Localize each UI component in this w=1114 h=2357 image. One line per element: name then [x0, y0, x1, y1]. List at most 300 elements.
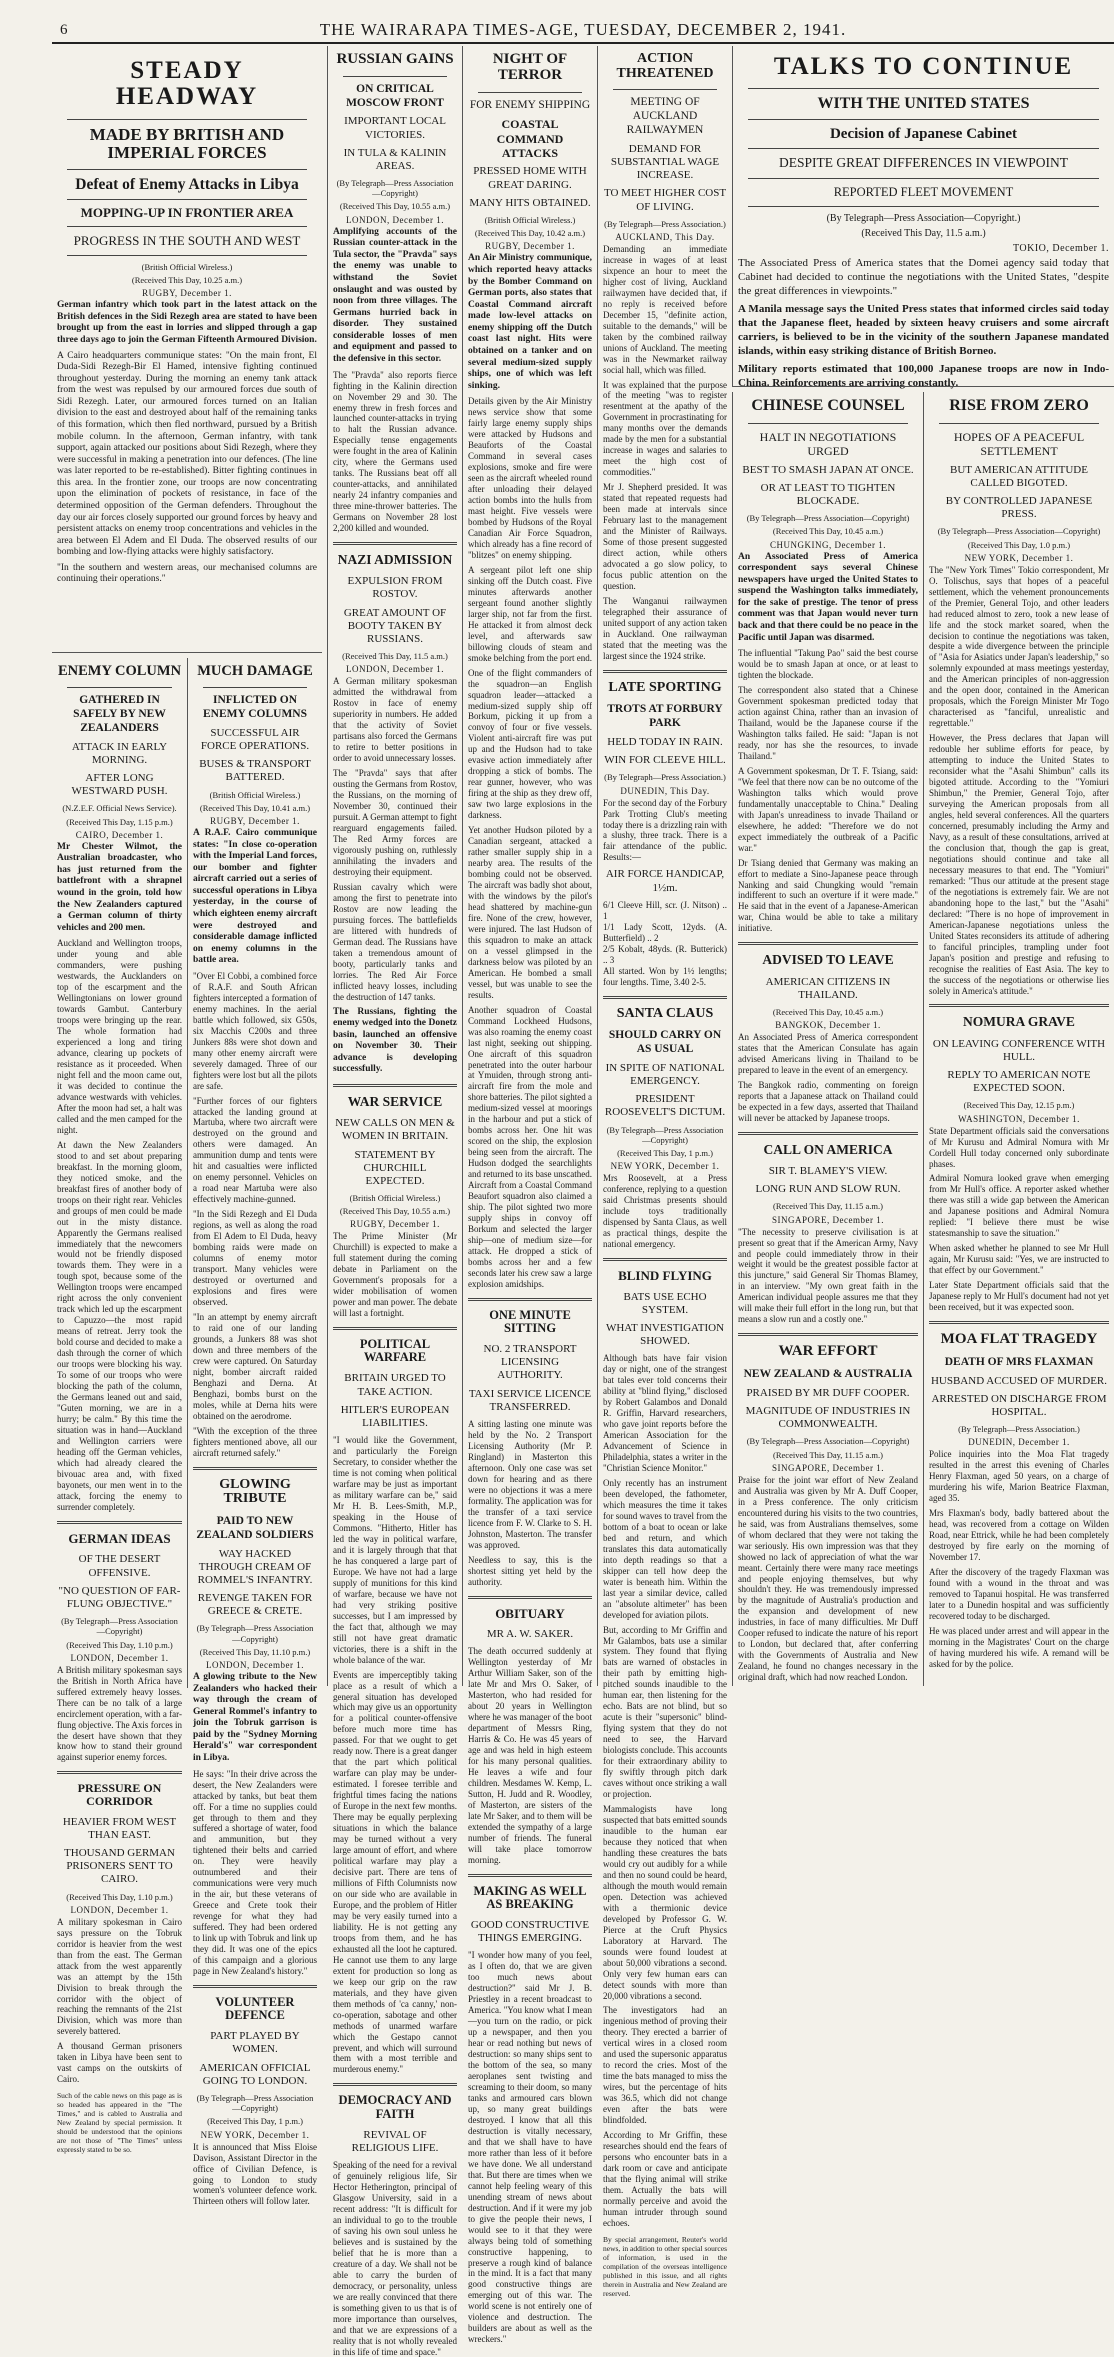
received-line: (Received This Day, 10.41 a.m.)	[199, 802, 311, 813]
headline: ADVISED TO LEAVE	[762, 952, 894, 968]
article-paragraph: For the second day of the Forbury Park Trotting Club's meeting today there is a drizzling rain with a slushy, three track. There is a fair attendance of the public. Results:—	[603, 797, 727, 863]
article-paragraph: "In the southern and western areas, our mechanised columns are continuing their operations."	[57, 562, 317, 585]
dateline: TOKIO, December 1.	[1012, 242, 1109, 254]
received-line: (Received This Day, 10.45 a.m.)	[772, 526, 884, 537]
article-paragraph: Mr J. Shepherd presided. It was stated that repeated requests had been made at intervals since February last to the management and the Minister of Railways. Some of those present suggested direct action, while others advocated a go slow policy, to focus public attention on the question.	[603, 482, 727, 591]
subheadline: PROGRESS IN THE SOUTH AND WEST	[73, 233, 301, 249]
headline: TALKS TO CONTINUE	[773, 53, 1074, 80]
subheadline: MADE BY BRITISH AND IMPERIAL FORCES	[89, 124, 285, 163]
headline: ONE MINUTE SITTING	[489, 1307, 571, 1335]
article-paragraph: Details given by the Air Ministry news service show that some fairly large enemy supply ships were attacked by Hudsons and Beauforts of the Coastal Command in several cases explosions, smoke and fire were seen as the aircraft wheeled round after unloading their delayed action bombs into the hulls from mast height. Five vessels were bombed by Hudsons of the Royal Canadian Air Force Squadron, which already has a fine record of "blitzes" on enemy shipping.	[468, 396, 592, 560]
column-2-lower	[187, 658, 322, 2207]
headline: POLITICAL WARFARE	[359, 1337, 431, 1365]
dateline: DUNEDIN, December 1.	[968, 1437, 1070, 1448]
subheadline: THOUSAND GERMAN PRISONERS SENT TO CAIRO.	[64, 1846, 175, 1886]
column-3	[327, 46, 462, 2357]
subheadline: MANY HITS OBTAINED.	[469, 196, 591, 209]
subheadline: NO. 2 TRANSPORT LICENSING AUTHORITY.	[483, 1343, 577, 1382]
article-paragraph: "In the Sidi Rezegh and El Duda regions, as well as along the road from El Adem to El Duda, heavy bombing raids were made on columns of enemy motor transport. Many vehicles were destroyed or overturned and explosions and fires were observed.	[193, 1209, 317, 1307]
rule	[603, 1258, 727, 1261]
article-paragraph: The Bangkok radio, commenting on foreign reports that a Japanese attack on Thailand could be expected in a few days, asserted that Thailand will never be attacked by Japanese troops.	[738, 1079, 918, 1123]
article-lead: Amplifying accounts of the Russian counter-attack in the Tula sector, the "Pravda" says the enemy was unable to withstand the Soviet onslaught and was ousted by noon from three villages. The Germans hurried back in disorder. They sustained considerable losses of men and equipment and passed to the defensive in this sector.	[333, 226, 457, 365]
article-obituary	[468, 1607, 592, 1866]
article-paragraph: The influential "Takung Pao" said the best course would be to smash Japan at once, or at least to tighten the blockade.	[738, 648, 918, 681]
rule	[67, 687, 172, 688]
received-line: (Received This Day, 11.10 p.m.)	[199, 1646, 311, 1657]
rule	[748, 178, 1099, 179]
article-paragraph: "In an attempt by enemy aircraft to raid one of our landing grounds, a Junkers 88 was shot down and three members of the crew were captured. On Saturday night, bomber aircraft raided Benghazi and Derna. At Benghazi, bombs burst on the moles, while at Derna hits were obtained on the aerodrome.	[193, 1311, 317, 1421]
subheadline: MOPPING-UP IN FRONTIER AREA	[80, 204, 294, 220]
column-4	[462, 46, 597, 2345]
article-paragraph: A sitting lasting one minute was held by the No. 2 Transport Licensing Authority (Mr P. Ringland) in Masterton this afternoon. Only one case was set down for hearing and as there were no objections it was a mere formality. The application was for the transfer of a taxi service licence from F. W. Clarke to S. H. Johnston, Masterton. The transfer was approved.	[468, 1419, 592, 1550]
article-glowing-tribute	[193, 1478, 317, 1978]
headline: CALL ON AMERICA	[763, 1141, 893, 1157]
dateline: LONDON, December 1.	[70, 1652, 169, 1663]
subheadline: AMERICAN OFFICIAL GOING TO LONDON.	[199, 2061, 311, 2087]
article-paragraph: Another squadron of Coastal Command Lockheed Hudsons, was also roaming the enemy coast last night, seeking out shipping. One aircraft of this squadron penetrated into the outer harbour at Ymuiden, through strong anti-aircraft fire from the mole and shore batteries. The pilot sighted a medium-sized vessel at moorings in the harbour and put a stick of bombs across her. One hit was scored on the ship, the explosion being seen from the aircraft. The Hudson dodged the searchlights and returned to its base unscathed. Aircraft from a Coastal Command Beaufort squadron also claimed a ship. The pilot sighted two more supply ships in convoy off Borkum and selected the larger ship—one of medium size—for attack. He dropped a stick of bombs across her and a few seconds later his crew saw a large explosion amidships.	[468, 1004, 592, 1289]
article-russian-gains	[333, 52, 457, 534]
article-paragraph: When asked whether he planned to see Mr Hull again, Mr Kurusu said: "Yes, we are instructed to that effect by our Government."	[929, 1243, 1109, 1276]
subheadline: WHAT INVESTIGATION SHOWED.	[605, 1321, 725, 1348]
dateline: RUGBY, December 1.	[350, 1219, 440, 1230]
credit-line: (British Official Wireless.)	[209, 789, 301, 800]
received-line: (Received This Day, 10.55 a.m.)	[339, 1206, 451, 1217]
article-pressure-corridor	[57, 1782, 182, 2154]
rule	[939, 423, 1099, 424]
article-paragraph: It was explained that the purpose of the meeting "was to register resentment at the apathy of the Government in procrastinating for many months over the demands made by the men for a substantial increase in wages and salaries to meet the high cost of commodities."	[603, 379, 727, 478]
subheadline: NEW ZEALAND & AUSTRALIA	[743, 1368, 913, 1381]
article-paragraph: At dawn the New Zealanders stood to and set about preparing breakfast. In the morning gloom, they noticed smoke, and the breakfast fires of another body of troops on their right rear. Vehicles and groups of men could be made out in the misty distance. Apparently the Germans realised immediately that the newcomers would not be friendly disposed towards them. They were in a tough spot, because some of the Wellington troops were encamped right across the only convenient track which led up the escarpment to Capuzzo—the most rapid means of retreat. Jerry took the bold course and decided to make a dash through the corner of which our troops were blocking his way. To some of our troops who were blocking the path of the column, the Germans leaned out and said, "Guten morning, we are in a hurry; be calm." By this time the situation was in hand—Auckland and Wellington carriers were heading off the German vehicles, which had already cleared the bivouac area and, with fixed bayonets, our men went in to the attack, forcing the enemy to surrender completely.	[57, 1139, 182, 1512]
article-paragraph: Later State Department officials said that the Japanese reply to Mr Hull's document had not yet been received, but it was expected soon.	[929, 1280, 1109, 1313]
rule	[603, 670, 727, 673]
article-paragraph: He says: "In their drive across the desert, the New Zealanders were attacked by tanks, but beat them off. For a time no supplies could get through to them and they suffered a shortage of water, food and ammunition, but they tightened their belts and carried on. They were heavily outnumbered and their communications were very much in the air, but these veterans of Greece and Crete took their revenge for what they had suffered. They had been ordered to link up with Tobruk and link up they did. It was one of the epics of this campaign and a glorious page in New Zealand's history."	[193, 1768, 317, 1977]
dateline: BANGKOK, December 1.	[775, 1020, 881, 1031]
subheadline: HEAVIER FROM WEST THAN EAST.	[62, 1815, 177, 1841]
received-line: (Received This Day, 1.10 p.m.)	[66, 1639, 173, 1650]
subheadline: STATEMENT BY CHURCHILL EXPECTED.	[354, 1148, 436, 1187]
column-5	[597, 46, 732, 2298]
article-paragraph: The Wanganui railwaymen telegraphed their assurance of united support of any action taken in Auckland. One railwayman stated that the meeting was the largest since the 1924 strike.	[603, 595, 727, 661]
reuters-note: By special arrangement, Reuter's world news, in addition to other special sources of information, is used in the compilation of the overseas intelligence published in this issue, and all rights therein in Australia and New Zealand are reserved.	[603, 2234, 727, 2298]
article-chinese-counsel	[738, 398, 918, 934]
rule	[67, 226, 307, 227]
received-line: (Received This Day, 11.5 a.m.)	[342, 651, 448, 662]
rule	[748, 423, 908, 424]
article-rise-from-zero	[929, 398, 1109, 996]
article-much-damage	[193, 664, 317, 1459]
article-lead: A glowing tribute to the New Zealanders who hacked their way through the cream of General Rommel's infantry to join the Tobruk garrison is paid by the "Sydney Morning Herald's" war correspondent in Libya.	[193, 1672, 317, 1764]
credit-line: (British Official Wireless.)	[484, 215, 576, 226]
article-paragraph: An Associated Press of America correspondent states that the American Consulate has again advised Americans living in Thailand to be prepared to leave in the event of an emergency.	[738, 1032, 918, 1075]
credit-line: (By Telegraph—Press Association.)	[604, 218, 726, 229]
article-moa-flat-tragedy	[929, 1332, 1109, 1670]
article-democracy-faith	[333, 2094, 457, 2357]
rule	[929, 1004, 1109, 1007]
subheadline: "NO QUESTION OF FAR-FLUNG OBJECTIVE."	[58, 1584, 181, 1610]
dateline: LONDON, December 1.	[70, 1904, 169, 1915]
subheadline: WAY HACKED THROUGH CREAM OF ROMMEL'S INFANTRY.	[197, 1547, 313, 1586]
credit-line: (By Telegraph—Press Association—Copyright)	[196, 2093, 314, 2114]
rule	[738, 1333, 918, 1336]
received-line: (Received This Day, 11.15 a.m.)	[773, 1201, 883, 1212]
article-paragraph: Mammalogists have long suspected that bats emitted sounds inaudible to the human ear because they noticed that when handling these creatures the bats would cry out audibly for a while and then no sound could be heard, although the mouth would remain open. Detection was achieved with a thermionic device developed by Professor G. W. Pierce at the Cruft Physics Laboratory at Harvard. The sounds were found loudest at about 50,000 vibrations a second. Only very few human ears can detect sounds with more than 20,000 vibrations a second.	[603, 1804, 727, 2001]
subheadline: HELD TODAY IN RAIN.	[607, 736, 723, 749]
article-war-effort	[738, 1344, 918, 1683]
received-line: (Received This Day, 10.45 a.m.)	[772, 1006, 884, 1017]
received-line: (Received This Day, 1 p.m.)	[617, 1147, 713, 1158]
article-paragraph: The correspondent also stated that a Chinese Government spokesman predicted today that action against China, rather than an invasion of Thailand, would be the Japanese course if the Washington talks failed. He said: "Japan is not ready, nor has she the resources, to invade Thailand."	[738, 685, 918, 761]
race-result: 2/5 Kobalt, 48yds. (R. Butterick) .. 3	[603, 943, 727, 965]
rule	[748, 206, 1099, 207]
received-line: (Received This Day, 10.42 a.m.)	[474, 228, 586, 239]
article-one-minute-sitting	[468, 1309, 592, 1588]
article-paragraph: A Manila message says the United Press states that informed circles said today that the Japanese fleet, headed by sixteen heavy cruisers and some aircraft carriers, is believed to be in the vicinity of the southern Japanese mandated islands, within easy striking distance of British Borneo.	[738, 302, 1109, 357]
headline: MUCH DAMAGE	[197, 663, 313, 679]
credit-line: (By Telegraph—Press Association—Copyright)	[746, 513, 910, 524]
article-paragraph: But, according to Mr Griffin and Mr Galambos, bats use a similar system. They found that flying bats are warned of obstacles in their path by emitting high-pitched sounds inaudible to the human ear, then listening for the echo. Bats are not blind, but so acute is their "supersonic" blind-flying system that they do not need to see, the Harvard biologists conclude. This accounts for their extraordinary ability to fly swiftly through pitch dark caves without once striking a wall or projection.	[603, 1624, 727, 1800]
headline: BLIND FLYING	[618, 1267, 712, 1283]
article-paragraph: According to Mr Griffin, these researches should end the fears of persons who encounter bats in a dark room or cave and anticipate that the flying animal will strike them. Actually the bats will normally perceive and avoid the human intruder through sound echoes.	[603, 2130, 727, 2228]
article-paragraph: "I wonder how many of you feel, as I often do, that we are given too much news about destruction?" said Mr J. B. Priestley in a recent broadcast to America. "You know what I mean—you turn on the radio, or pick up a newspaper, and then you hear or read nothing but news of destruction: so many ships sent to the bottom of the sea, so many aeroplanes sent twisting and screaming to their doom, so many tanks and armoured cars blown up, so many great buildings destroyed. I know that all this destruction is vitally necessary, and that we shall have to have more rather than less of it before we have done. We all understand that. But there are times when we cannot help feeling weary of this unending stream of news about destruction. And if it were my job to give the people their news, I would see to it that they were always being told of something constructive happening, to preserve a rough kind of balance in the mind. It is a fact that many good constructive things are emerging out of this war. The world scene is not entirely one of violence and destruction. The builders are about as well as the wreckers."	[468, 1950, 592, 2345]
article-paragraph: "The necessity to preserve civilisation is at present so great that if the American Army, Navy and people could immediately throw in their weight it would be the greatest possible factor at this juncture," said General Sir Thomas Blamey, in an interview. "My own great faith in the American individual people assures me that they will make their full effort in the long run, but that means a slow run and a costly one."	[738, 1226, 918, 1325]
credit-line: (By Telegraph—Press Association—Copyright)	[937, 526, 1101, 537]
subheadline: BATS USE ECHO SYSTEM.	[623, 1290, 707, 1316]
subheadline: AFTER LONG WESTWARD PUSH.	[71, 771, 168, 798]
dateline: SINGAPORE, December 1.	[772, 1214, 884, 1225]
rule	[748, 88, 1099, 89]
article-paragraph: Auckland and Wellington troops, under young and able commanders, were pushing westwards, the Aucklanders on top of the escarpment and the Wellingtonians on lower ground towards Gambut. Canterbury troops were bringing up the rear. The whole formation had experienced a long and tiring advance, clearing up pockets of resistance as it proceeded. When night fell and the moon came out, it was decided to continue the advance westwards with vehicles. After the moon had set, a halt was called and the men camped for the night.	[57, 938, 182, 1135]
subheadline: ON LEAVING CONFERENCE WITH HULL.	[932, 1037, 1106, 1063]
subheadline: DESPITE GREAT DIFFERENCES IN VIEWPOINT	[778, 155, 1068, 171]
dateline: CHUNGKING, December 1.	[770, 539, 886, 550]
received-line: (Received This Day, 1.0 p.m.)	[967, 539, 1071, 550]
subheadline: DEATH OF MRS FLAXMAN	[944, 1355, 1094, 1368]
dateline: NEW YORK, December 1.	[964, 552, 1074, 563]
article-volunteer-defence	[193, 1996, 317, 2207]
credit-line: (British Official Wireless.)	[141, 261, 233, 272]
race-result: 6/1 Cleeve Hill, scr. (J. Nitson) .. 1	[603, 899, 727, 921]
rule	[748, 148, 1099, 149]
subheadline: AMERICAN CITIZENS IN THAILAND.	[765, 975, 891, 1001]
subheadline: ARRESTED ON DISCHARGE FROM HOSPITAL.	[931, 1392, 1107, 1419]
subheadline: IMPORTANT LOCAL VICTORIES.	[344, 115, 446, 141]
subheadline: ATTACK IN EARLY MORNING.	[71, 740, 168, 766]
headline: WAR SERVICE	[347, 1093, 443, 1109]
article-lead: An Air Ministry communique, which reported heavy attacks by the Bomber Command on German ports, also states that Coastal Command aircraft made low-level attacks on enemy shipping off the Dutch coast last night. Hits were obtained on a tanker and on several medium-sized supply ships, one of which was left sinking.	[468, 253, 592, 391]
article-paragraph: It is announced that Miss Eloise Davison, Assistant Director in the office of Civilian Defence, is going to London to study women's volunteer defence work. Thirteen others will follow later.	[193, 2141, 317, 2207]
headline: RISE FROM ZERO	[949, 397, 1089, 414]
subheadline: EXPULSION FROM ROSTOV.	[347, 575, 443, 601]
article-night-of-terror	[468, 52, 592, 1290]
article-steady-headway	[52, 46, 322, 646]
article-paragraph: Events are imperceptibly taking place as a result of which a general situation has developed which may give us an opportunity for a political counter-offensive before much more time has passed. For that we ought to get ready now. There is a great danger that the part which political warfare can play may be under-estimated. I foresee terrible and frightful times facing the nations of Europe in the next few months. There may be equally perplexing situations in which the balance may be turned without a very large amount of effort, and where political warfare may play a decisive part. There are tens of millions of Fifth Columnists now on our side who are available in Europe, and the problem of Hitler may be very easily turned into a liability. He is not getting any troops from them, and he has exhausted all the loot he captured. He cannot use them to any large extent for production so long as we keep our grip on the raw materials, and they have given them methods of 'ca canny,' non-co-operation, sabotage and other methods of unarmed warfare which the Gestapo cannot prevent, and which will surround them with a most terrible and murderous enemy."	[333, 1669, 457, 2075]
subheadline: DEMAND FOR SUBSTANTIAL WAGE INCREASE.	[610, 142, 720, 182]
article-paragraph: Military reports estimated that 100,000 Japanese troops are now in Indo-China. Reinforcements are arriving constantly.	[738, 363, 1109, 390]
race-title: AIR FORCE HANDICAP, 1½m.	[605, 868, 725, 894]
headline: NAZI ADMISSION	[337, 552, 453, 568]
subheadline: HUSBAND ACCUSED OF MURDER.	[930, 1374, 1108, 1387]
subheadline: BUSES & TRANSPORT BATTERED.	[199, 758, 311, 784]
subheadline: PAID TO NEW ZEALAND SOLDIERS	[196, 1514, 314, 1541]
article-late-sporting	[603, 681, 727, 988]
rule	[67, 119, 307, 120]
headline: SANTA CLAUS	[616, 1005, 714, 1021]
headline: DEMOCRACY AND FAITH	[338, 2093, 452, 2121]
rule	[603, 996, 727, 999]
dateline: LONDON, December 1.	[346, 664, 444, 675]
credit-line: (By Telegraph—Press Association—Copyright)	[196, 1623, 314, 1644]
subheadline: GREAT AMOUNT OF BOOTY TAKEN BY RUSSIANS.	[343, 606, 447, 646]
rule	[343, 76, 447, 77]
received-line: (Received This Day, 11.15 a.m.)	[773, 1449, 883, 1460]
rule	[613, 89, 717, 90]
headline: GERMAN IDEAS	[68, 1530, 171, 1546]
article-german-ideas	[57, 1532, 182, 1764]
dateline: LONDON, December 1.	[206, 1660, 304, 1670]
dateline: WASHINGTON, December 1.	[958, 1113, 1080, 1124]
credit-line: (By Telegraph—Press Association.)	[958, 1424, 1080, 1435]
subheadline: GOOD CONSTRUCTIVE THINGS EMERGING.	[470, 1919, 590, 1945]
article-lead: An Associated Press of America correspondent says several Chinese newspapers have urged the United States to suspend the Washington talks immediately, for the sake of prestige. The tenor of press comment was that Japan would never turn back and that there could be no peace in the Pacific until Japan was disarmed.	[738, 551, 918, 643]
article-lead: Mr Chester Wilmot, the Australian broadcaster, who has just returned from the battlefront with a shrapnel wound in the groin, told how the New Zealanders captured a German column of thirty vehicles and 200 men.	[57, 841, 182, 933]
subheadline: PRAISED BY MR DUFF COOPER.	[746, 1386, 910, 1399]
received-line: (Received This Day, 1.10 p.m.)	[66, 1891, 173, 1902]
received-line: (Received This Day, 10.55 a.m.)	[339, 201, 451, 212]
article-santa-claus	[603, 1007, 727, 1250]
article-paragraph: After the discovery of the tragedy Flaxman was found with a wound in the throat and was removed to Tapanui hospital. He was transferred later to a Dunedin hospital and was sufficiently recovered today to be discharged.	[929, 1567, 1109, 1621]
article-advised-to-leave	[738, 953, 918, 1123]
subheadline: LONG RUN AND SLOW RUN.	[755, 1183, 901, 1196]
subheadline: REVIVAL OF RELIGIOUS LIFE.	[351, 2128, 439, 2154]
received-line: (Received This Day, 1.15 p.m.)	[66, 816, 173, 827]
headline: STEADY HEADWAY	[115, 57, 259, 111]
rule	[468, 1596, 592, 1599]
subheadline: PRESSED HOME WITH GREAT DARING.	[473, 165, 587, 191]
received-line: (Received This Day, 10.25 a.m.)	[131, 275, 243, 285]
rule	[193, 1467, 317, 1470]
section-rule	[732, 386, 1114, 387]
article-paragraph: Praise for the joint war effort of New Zealand and Australia was given by Mr A. Duff Cooper, in a Press conference. The only criticism encountered during his visits to the two countries, he said, was from Australians themselves, some of whom declared that they were not taking the war seriously. His own impression was that they showed no lack of appreciation of what the war meant. Certainly there were many race meetings and people enjoying themselves, but why shouldn't they. He was tremendously impressed by the magnitude of Australia's production and the expansion and development of new industries, in face of many difficulties. Mr Duff Cooper refused to indicate the nature of his report to London, but declared that, after conferring with the Governments of Australia and New Zealand, he found no changes necessary in the original draft, which had now reached London.	[738, 1474, 918, 1683]
subheadline: GATHERED IN SAFELY BY NEW ZEALANDERS	[73, 694, 166, 734]
received-line: (Received This Day, 12.15 p.m.)	[963, 1100, 1075, 1111]
rule	[748, 119, 1099, 120]
subheadline: INFLICTED ON ENEMY COLUMNS	[202, 694, 308, 721]
article-paragraph: State Department officials said the conversations of Mr Kurusu and Admiral Nomura with Mr Cordell Hull today concerned only subordinate phases.	[929, 1125, 1109, 1169]
article-enemy-column	[57, 664, 182, 1513]
subheadline: ON CRITICAL MOSCOW FRONT	[346, 82, 444, 109]
column-6-lower	[732, 392, 923, 1686]
article-paragraph: Dr Tsiang denied that Germany was making an effort to mediate a Sino-Japanese peace through Nanking and said Chungking would "remain indifferent to such an overture if it were made." He said that in the event of a Japanese-American war, China would be able to take a military initiative.	[738, 857, 918, 934]
headline: LATE SPORTING	[608, 679, 722, 695]
masthead	[52, 18, 1114, 44]
article-lead: German infantry which took part in the latest attack on the British defences in the Sidi Rezegh area are stated to have been brought up from the east in lorries and slipped through a gap three days ago to join the German Fifteenth Armoured Division.	[57, 300, 317, 345]
article-paragraph: All started. Won by 1½ lengths; four lengths. Time, 3.40 2-5.	[603, 965, 727, 987]
rule	[203, 687, 307, 688]
article-paragraph: He was placed under arrest and will appear in the morning in the Magistrates' Court on the charge of having murdered his wife. A remand will be asked for by the police.	[929, 1625, 1109, 1669]
dateline: DUNEDIN, This Day.	[620, 785, 710, 796]
rule	[468, 1298, 592, 1301]
subheadline: BEST TO SMASH JAPAN AT ONCE.	[742, 463, 914, 476]
copyright-note: Such of the cable news on this page as is so headed has appeared in the "The Times," and is cabled to Australia and New Zealand by special permission. It should be understood that the opinions are not those of "The Times" unless expressly stated to be so.	[57, 2091, 182, 2155]
dateline: CAIRO, December 1.	[75, 829, 164, 840]
subheadline: PART PLAYED BY WOMEN.	[210, 2030, 300, 2056]
article-paragraph: The Associated Press of America states that the Domei agency said today that Cabinet had decided to continue the negotiations with the United States, "despite the great differences in viewpoints."	[738, 256, 1109, 297]
rule	[929, 1321, 1109, 1324]
subheadline: OR AT LEAST TO TIGHTEN BLOCKADE.	[760, 481, 896, 507]
headline: MAKING AS WELL AS BREAKING	[473, 1883, 587, 1911]
dateline: NEW YORK, December 1.	[610, 1161, 720, 1172]
headline: GLOWING TRIBUTE	[219, 1476, 291, 1507]
article-paragraph: Needless to say, this is the shortest sitting yet held by the authority.	[468, 1554, 592, 1587]
article-paragraph: A sergeant pilot left one ship sinking off the Dutch coast. Five minutes afterwards another sergeant found another slightly larger ship, not far from the first. He attacked it from almost deck level, and afterwards saw billowing clouds of steam and smoke belching from the port end.	[468, 564, 592, 663]
subheadline: REPLY TO AMERICAN NOTE EXPECTED SOON.	[947, 1069, 1091, 1095]
credit-line: (By Telegraph—Press Association.)	[604, 772, 726, 783]
headline: OBITUARY	[495, 1605, 565, 1621]
article-paragraph: The "Pravda" says that after ousting the Germans from Rostov, the Russians, on the morning of November 30, continued their pursuit. A German attempt to fight rearguard engagements failed. The Red Army forces are vigorously pushing on, ruthlessly annihilating the invaders and destroying their equipment.	[333, 768, 457, 877]
article-paragraph: A thousand German prisoners taken in Libya have been sent to vast camps on the outskirts of Cairo.	[57, 2041, 182, 2085]
article-paragraph: The death occurred suddenly at Wellington yesterday of Mr Arthur William Saker, son of the late Mr and Mrs O. Saker, of Masterton, who had resided for about 20 years in Wellington where he was manager of the boot department of Messrs Ring, Harris & Co. He was 45 years of age and was held in high esteem for his many personal qualities. He leaves a wife and four children. Mesdames W. Kemp, L. Sutton, H. Judd and R. Woodley, of Masterton, are sisters of the late Mr Saker, and to them will be extended the sympathy of a large number of friends. The funeral will take place tomorrow morning.	[468, 1646, 592, 1865]
subheadline: IN TULA & KALININ AREAS.	[343, 146, 447, 172]
headline: NOMURA GRAVE	[963, 1014, 1075, 1030]
credit-line: (British Official Wireless.)	[349, 1193, 441, 1204]
subheadline: WITH THE UNITED STATES	[817, 95, 1030, 113]
subheadline: MR A. W. SAKER.	[486, 1628, 574, 1641]
article-paragraph: Russian cavalry which were among the first to penetrate into Rostov are now leading the pursuing forces. The battlefields are littered with hundreds of German dead. The Russians have taken a tremendous amount of booty, particularly tanks and lorries. The Red Air Force inflicted heavy losses, including the destruction of 147 tanks.	[333, 881, 457, 1002]
rule	[67, 199, 307, 200]
article-lead: A R.A.F. Cairo communique states: "In close co-operation with the Imperial Land forces, our bomber and fighter aircraft carried out a series of successful operations in Libya yesterday, in the course of which eighteen enemy aircraft were destroyed and considerable damage inflicted on enemy columns in the battle area.	[193, 827, 317, 966]
article-paragraph: Speaking of the need for a revival of genuinely religious life, Sir Hector Hetherington, principal of Glasgow University, said in a recent address: "It is difficult for an individual to go to the trouble of saving his own soul unless he believes and is sustained by the belief that he is more than a creature of a day. We shall not be able to carry the burden of democracy, or personality, unless we are really convinced that there is something given to us that is of more importance than ourselves, and that we are expressions of a reality that is not wholly revealed in this life of time and space."	[333, 2160, 457, 2357]
article-paragraph: Police inquiries into the Moa Flat tragedy resulted in the arrest this evening of Charles Henry Flaxman, aged 50 years, on a charge of murdering his wife, Marion Beatrice Flaxman, aged 35.	[929, 1449, 1109, 1504]
article-war-service	[333, 1095, 457, 1319]
headline: CHINESE COUNSEL	[751, 397, 905, 414]
subheadline: TO MEET HIGHER COST OF LIVING.	[603, 187, 727, 213]
article-paragraph: Although bats have fair vision day or night, one of the strangest bat tales ever told concerns their ability at "blind flying," disclosed by Robert Galambos and Donald R. Griffin, Harvard researchers, who gave joint reports before the American Association for the Advancement of Science in Philadelphia, states a writer in the "Christian Science Monitor."	[603, 1353, 727, 1473]
article-action-threatened	[603, 52, 727, 662]
article-nomura-grave	[929, 1015, 1109, 1313]
headline: PRESSURE ON CORRIDOR	[77, 1781, 162, 1808]
subheadline: REPORTED FLEET MOVEMENT	[833, 184, 1014, 199]
article-paragraph: However, the Press declares that Japan will redouble her sublime efforts for peace, by attempting to induce the United States to reconsider what the "Asahi Shimbun" calls its bigoted attitude. According to the "Yomiuri Shimbun," the Premier, General Tojo, after surveying the American proposals from all angles, held several conferences. All the quarters concerned, presumably including the Army and Navy, as a result of these consultations, arrived at the conclusion that, though the gap is great, negotiations should continue and take all necessary measures to that end. The "Yomiuri" remarked: "Thus our attitude at the present stage of the negotiations is extremely fair. We are not abandoning hope to the last," but the "Asahi" declared: "There is no hope of improvement in American-Japanese negotiations unless the United States reconsiders its attitude of adhering to fanciful principles, trampling under foot Japan's position and prestige and refusing to recognise the realities of East Asia. The key to the success of the negotiations or otherwise lies solely in America's attitude."	[929, 733, 1109, 996]
article-talks-to-continue	[732, 46, 1114, 390]
subheadline: FOR ENEMY SHIPPING	[469, 98, 591, 111]
rule	[333, 1327, 457, 1330]
article-paragraph: The Russians, fighting the enemy wedged into the Donetz basin, launched an offensive on November 30. Their advance is developing successfully.	[333, 1006, 457, 1075]
section-rule	[52, 652, 322, 653]
dateline: SINGAPORE, December 1.	[772, 1462, 884, 1473]
dateline: RUGBY, December 1.	[142, 288, 232, 299]
subheadline: HITLER'S EUROPEAN LIABILITIES.	[340, 1403, 450, 1430]
subheadline: NEW CALLS ON MEN & WOMEN IN BRITAIN.	[335, 1117, 455, 1143]
article-nazi-admission	[333, 553, 457, 1076]
subheadline: WIN FOR CLEEVE HILL.	[604, 754, 726, 767]
rule	[57, 1521, 182, 1524]
subheadline: SHOULD CARRY ON AS USUAL	[608, 1029, 722, 1055]
subheadline: COASTAL COMMAND ATTACKS	[496, 117, 564, 161]
rule	[57, 1771, 182, 1774]
article-paragraph: A Government spokesman, Dr T. F. Tsiang, said: "We feel that there now can be no outcome of the Washington talks which would prove fundamentally unacceptable to China." Dealing with Japan's unreadiness to invade Thailand or elsewhere, he added: "Therefore we do not expect immediately the outbreak of a Pacific war."	[738, 765, 918, 853]
rule	[478, 92, 582, 93]
article-paragraph: Mrs Roosevelt, at a Press conference, replying to a question said Christmas presents should include toys traditionally dispensed by Santa Claus, as well as practical things, despite the national emergency.	[603, 1173, 727, 1249]
article-paragraph: A military spokesman in Cairo says pressure on the Tobruk corridor is heavier from the west than from the east. The German attack from the west apparently was an attempt by the 15th Division to break through the corridor with the object of reaching the remnants of the 21st Division, which was more than severely battered.	[57, 1916, 182, 2037]
article-paragraph: Mrs Flaxman's body, badly battered about the head, was recovered from a cottage on Wilden Road, near Ettrick, while he had been completely destroyed by fire early on the morning of November 17.	[929, 1508, 1109, 1563]
article-paragraph: The investigators had an ingenious method of proving their theory. They erected a barrier of vertical wires in a closed room and used the supersonic apparatus to record the cries. Most of the time the bats managed to miss the wires, but the percentage of hits was 36.5, which did not change even after the bats were blindfolded.	[603, 2005, 727, 2126]
rule	[738, 1132, 918, 1135]
subheadline: BRITAIN URGED TO TAKE ACTION.	[344, 1372, 446, 1398]
article-paragraph: "Over El Cobbi, a combined force of R.A.F. and South African fighters intercepted a formation of enemy machines. In the aerial battle which followed, six G50s, six Macchis C200s and three Junkers 88s were shot down and many other enemy aircraft were severely damaged. Three of our fighters were lost but all the pilots are safe.	[193, 970, 317, 1091]
race-result: 1/1 Lady Scott, 12yds. (A. Butterfield) .. 2	[603, 921, 727, 943]
subheadline: HALT IN NEGOTIATIONS URGED	[759, 429, 897, 459]
subheadline: PRESIDENT ROOSEVELT'S DICTUM.	[604, 1093, 726, 1119]
article-paragraph: The "Pravda" also reports fierce fighting in the Kalinin direction on November 29 and 30. The enemy threw in fresh forces and launched counter-attacks in trying to halt the Russian advance. Especially tense engagements were fought in the area of Kalinin city, where the Germans used tanks. The Russians beat off all counter-attacks, and annihilated nearly 24 infantry companies and three mine-thrower batteries. The Germans on November 28 lost 2,200 killed and wounded.	[333, 369, 457, 534]
subheadline: BUT AMERICAN ATTITUDE CALLED BIGOTED.	[950, 463, 1088, 489]
rule	[193, 1985, 317, 1988]
article-paragraph: The Prime Minister (Mr Churchill) is expected to make a full statement during the coming debate in Parliament on the Government's proposals for a wider mobilisation of women power and man power. The debate will last a fortnight.	[333, 1231, 457, 1319]
headline: RUSSIAN GAINS	[336, 51, 454, 67]
article-call-on-america	[738, 1143, 918, 1325]
dateline: LONDON, December 1.	[346, 214, 444, 225]
headline: VOLUNTEER DEFENCE	[215, 1995, 295, 2023]
subheadline: BY CONTROLLED JAPANESE PRESS.	[945, 494, 1093, 521]
rule	[333, 1084, 457, 1087]
article-making-breaking	[468, 1885, 592, 2346]
credit-line: (By Telegraph—Press Association—Copyright)	[336, 178, 454, 199]
article-paragraph: Only recently has an instrument been developed, the fathometer, which measures the time it takes for sound waves to travel from the bottom of a boat to ocean or lake bed and return, and which translates this data automatically into depth readings so that a skipper can tell how deep the water is beneath him. Within the last year a similar device, called an "absolute altimeter" has been developed for aviation pilots.	[603, 1477, 727, 1620]
subheadline: MAGNITUDE OF INDUSTRIES IN COMMONWEALTH.	[745, 1405, 911, 1431]
headline: ENEMY COLUMN	[57, 663, 182, 679]
headline: ACTION THREATENED	[616, 51, 714, 81]
page-number: 6	[60, 21, 68, 38]
newspaper-page	[52, 46, 1114, 2357]
subheadline: OF THE DESERT OFFENSIVE.	[78, 1553, 161, 1579]
article-paragraph: A German military spokesman admitted the withdrawal from Rostov in face of enemy superiority in numbers. He added that the activity of Soviet partisans also forced the Germans to retire to better positions in order to avoid unnecessary losses.	[333, 676, 457, 764]
credit-line: (By Telegraph—Press Association—Copyright.)	[826, 212, 1021, 224]
article-paragraph: One of the flight commanders of the squadron—an English squadron leader—attacked a medium-sized supply ship off Borkum, picking it up from a convoy of four or five vessels. Violent anti-aircraft fire was put up and the Hudson had to take evasive action immediately after dropping a stick of bombs. The rear gunner, however, who was firing at the ship as they drew off, saw two large explosions in the darkness.	[468, 667, 592, 821]
headline: MOA FLAT TRAGEDY	[940, 1331, 1098, 1348]
article-political-warfare	[333, 1338, 457, 2075]
column-1-lower	[52, 658, 187, 2155]
headline: WAR EFFORT	[778, 1343, 878, 1360]
article-paragraph: "I would like the Government, and particularly the Foreign Secretary, to consider whether the time is not coming when political warfare may be just as important as military warfare can be," said Mr H. B. Lees-Smith, M.P., speaking in the House of Commons. "Hitherto, Hitler has led the way in political warfare, and it is largely through that that he has conquered a large part of Europe. We have not had a large supply of munitions for this kind of warfare, because we have not had very striking positive successes, but I am impressed by the fact that, although we may still not have great dramatic victories, there is a shift in the whole balance of the war.	[333, 1435, 457, 1665]
newspaper-title: THE WAIRARAPA TIMES-AGE, TUESDAY, DECEMBER 2, 1941.	[319, 20, 847, 39]
dateline: NEW YORK, December 1.	[200, 2129, 310, 2140]
subheadline: REVENGE TAKEN FOR GREECE & CRETE.	[197, 1592, 313, 1618]
rule	[67, 255, 307, 256]
headline: NIGHT OF TERROR	[492, 51, 568, 83]
column-7-lower	[923, 392, 1114, 1686]
article-paragraph: Admiral Nomura looked grave when emerging from Mr Hull's office. A reporter asked whether there was still a wide gap between the American and Japanese positions and Admiral Nomura replied: "I believe there must be wise statesmanship to save the situation."	[929, 1173, 1109, 1239]
subheadline: Decision of Japanese Cabinet	[829, 125, 1018, 142]
article-paragraph: A British military spokesman says the British in North Africa have suffered extremely heavy losses. There can be no talk of a large encirclement operation, with a far-flung objective. The Axis forces in the desert have shown that they know how to stand their ground against superior enemy forces.	[57, 1664, 182, 1763]
subheadline: Defeat of Enemy Attacks in Libya	[75, 175, 299, 193]
article-paragraph: "With the exception of the three fighters mentioned above, all our aircraft returned safely."	[193, 1425, 317, 1458]
credit-line: (By Telegraph—Press Association—Copyright)	[606, 1124, 724, 1145]
dateline: AUCKLAND, This Day.	[615, 231, 715, 242]
dateline: RUGBY, December 1.	[210, 815, 300, 826]
article-paragraph: "Further forces of our fighters attacked the landing ground at Martuba, where two aircraft were destroyed on the ground and others were damaged. An ammunition dump and tents were hit and casualties were inflicted on enemy personnel. Vehicles on a road near Martuba were also effectively machine-gunned.	[193, 1095, 317, 1205]
subheadline: TAXI SERVICE LICENCE TRANSFERRED.	[468, 1387, 592, 1413]
article-blind-flying	[603, 1269, 727, 2298]
credit-line: (N.Z.E.F. Official News Service).	[62, 803, 177, 814]
subheadline: SUCCESSFUL AIR FORCE OPERATIONS.	[200, 726, 310, 752]
article-paragraph: The "New York Times" Tokio correspondent, Mr O. Tolischus, says that hopes of a peaceful settlement, which the vehement pronouncements of the Premier, General Tojo, and other leaders had reduced almost to zero, took a new lease of life and the stock market soared, when the decision to continue the negotiations was taken, despite a wide divergence between the principle of "Asia for Asiatics under Japan's leadership," so solemnly expounded at mass meetings yesterday, and the American principles of non-aggression and the open door, contained in the American proposals, which the Foreign Minister Mr Togo characterised as "fanciful, unrealistic and regrettable."	[929, 564, 1109, 729]
rule	[67, 169, 307, 170]
subheadline: MEETING OF AUCKLAND RAILWAYMEN	[626, 96, 704, 136]
rule	[468, 1874, 592, 1877]
credit-line: (By Telegraph—Press Association—Copyright)	[61, 1616, 178, 1637]
rule	[333, 542, 457, 545]
received-line: (Received This Day, 11.5 a.m.)	[861, 227, 986, 239]
article-paragraph: Demanding an immediate increase in wages of at least sixpence an hour to meet the higher cost of living, Auckland railwaymen have decided that, if no reply is received before December 15, "definite action, suitable to the demands," will be taken by the combined railway unions of Auckland. The meeting was in the Newmarket railway social hall, which was filled.	[603, 243, 727, 375]
